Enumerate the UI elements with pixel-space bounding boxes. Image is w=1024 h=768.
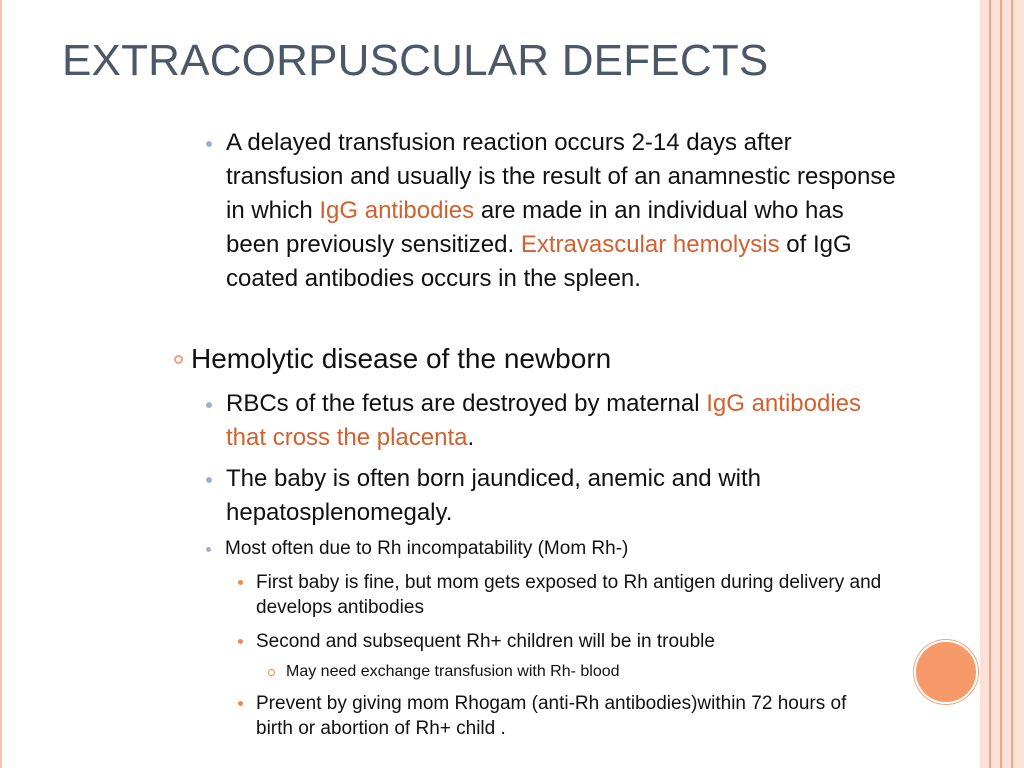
bullet-rh-incompatibility	[206, 537, 896, 561]
bullet-first-baby	[238, 570, 888, 620]
bullet-dot-icon	[206, 141, 212, 147]
bullet-text: Hemolytic disease of the newborn	[191, 343, 612, 374]
bullet-hemolytic-disease	[174, 341, 874, 377]
text-segment: of IgG coated antibodies occurs in the spleen.	[226, 231, 852, 292]
bullet-text: Most often due to Rh incompatability (Mom Rh-)	[225, 538, 629, 559]
bullet-delayed-transfusion	[206, 126, 896, 296]
bullet-dot-icon	[206, 547, 211, 552]
decorative-circle	[914, 640, 978, 704]
bullet-exchange-transfusion	[268, 661, 888, 683]
ring-bullet-icon	[174, 355, 183, 364]
bullet-text: May need exchange transfusion with Rh- blood	[286, 663, 620, 680]
left-border-stripe	[0, 0, 2, 768]
right-decorative-line	[1000, 0, 1002, 768]
right-decorative-panel	[980, 0, 1024, 768]
ring-bullet-icon	[268, 669, 275, 676]
bullet-baby-jaundiced	[206, 462, 896, 530]
bullet-prevent-rhogam	[238, 691, 888, 741]
bullet-second-children	[238, 629, 888, 654]
bullet-rbcs-destroyed	[206, 387, 896, 455]
highlight-igg-placenta: IgG antibodies that cross the placenta	[226, 390, 862, 451]
bullet-dot-icon	[238, 701, 243, 706]
highlight-igg-antibodies: IgG antibodies	[319, 197, 475, 224]
bullet-text: Prevent by giving mom Rhogam (anti-Rh antibodies)within 72 hours of birth or abortion of Rh+ child .	[256, 693, 847, 739]
bullet-text: The baby is often born jaundiced, anemic and with hepatosplenomegaly.	[226, 465, 761, 526]
right-decorative-line	[989, 0, 991, 768]
bullet-text: Second and subsequent Rh+ children will be in trouble	[256, 631, 715, 652]
text-segment: are made in an individual who has been previously sensitized.	[226, 197, 844, 258]
text-segment: .	[467, 424, 475, 451]
bullet-text	[226, 387, 896, 455]
bullet-text: First baby is fine, but mom gets exposed to Rh antigen during delivery and develops antibodies	[256, 572, 882, 618]
bullet-text	[226, 126, 896, 296]
right-decorative-line	[1011, 0, 1013, 768]
text-segment: A delayed transfusion reaction occurs 2-14 days after transfusion and usually is the result of an anamnestic response in which	[226, 129, 896, 224]
slide-title: EXTRACORPUSCULAR DEFECTS	[62, 36, 769, 85]
highlight-extravascular-hemolysis: Extravascular hemolysis	[520, 231, 780, 258]
bullet-dot-icon	[238, 580, 243, 585]
bullet-dot-icon	[206, 402, 212, 408]
bullet-dot-icon	[238, 639, 243, 644]
bullet-dot-icon	[206, 477, 212, 483]
text-segment: RBCs of the fetus are destroyed by maternal	[226, 390, 707, 417]
